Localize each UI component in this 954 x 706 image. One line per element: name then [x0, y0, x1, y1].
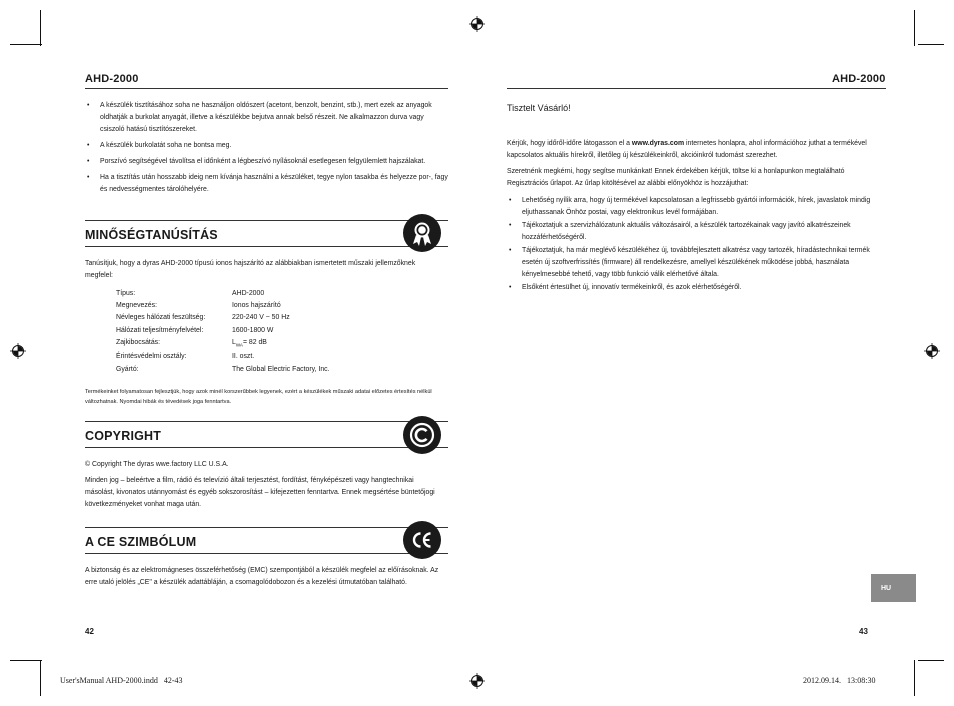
header-model-right: AHD-2000 [832, 73, 886, 85]
noise-symbol: L [232, 338, 236, 346]
section-rule [85, 246, 448, 247]
spec-label: Megnevezés: [116, 302, 157, 310]
copyright-icon [403, 416, 441, 454]
list-item: • Porszívó segítségével távolítsa el időnként a légbeszívó nyílásoknál esetlegesen felgyülemlett hajszálakat. [85, 156, 450, 168]
table-row [116, 312, 330, 324]
list-item: • Ha a tisztítás után hosszabb ideig nem kívánja használni a készüléket, tegye nylon tasakba és helyezze por-, fagy és nedvességmentes tárolóhelyére. [85, 172, 450, 196]
spec-label: Típus: [116, 290, 136, 297]
crop-mark [914, 660, 915, 696]
ce-mark-icon [403, 521, 441, 559]
copyright-paragraph: Minden jog – beleértve a film, rádió és televízió általi terjesztést, fordítást, fényképészeti vagy hangtechnikai másolást, kivonatos utánnyomást és egyéb sokszorosítást – kifejezetten fenntartva. Ennek megsértése büntetőjogi következményeket vonhat maga után. [85, 477, 435, 508]
registration-mark-icon [469, 16, 485, 32]
table-row [116, 325, 330, 337]
list-item: • Tájékoztatjuk a szervizhálózatunk aktuális változásairól, a készülék tartozékainak vagy javító alkatrészeinek hozzáférhetőségéről. [507, 220, 887, 244]
table-row [116, 288, 330, 300]
crop-mark [918, 660, 944, 661]
section-rule [85, 220, 448, 221]
registration-mark-icon [924, 343, 940, 359]
spec-label: Zajkibocsátás: [116, 338, 161, 346]
section-rule [85, 421, 448, 422]
slug-filename: User'sManual AHD-2000.indd 42-43 [60, 676, 183, 685]
crop-mark [918, 44, 944, 45]
section-rule [85, 527, 448, 528]
language-tab: HU [871, 574, 916, 602]
intro-text: Kérjük, hogy időről-időre látogasson el a [507, 140, 632, 147]
noise-subscript: WA [235, 342, 243, 348]
spec-value: AHD-2000 [232, 290, 265, 297]
header-model-left: AHD-2000 [85, 73, 139, 85]
crop-mark [10, 44, 42, 45]
copyright-line: © Copyright The dyras wwe.factory LLC U.S.A. [85, 461, 229, 468]
list-item: • Lehetőség nyílik arra, hogy új termékével kapcsolatosan a legfrissebb gyártói információk, hírek, javaslatok mindig eljuthassanak Önhöz postai, vagy elektronikus levél formájában. [507, 195, 887, 219]
spec-value: II. oszt. [232, 353, 255, 361]
spec-value: 1600-1800 W [232, 326, 274, 334]
website-link[interactable]: www.dyras.com [631, 140, 685, 147]
section-rule [85, 447, 448, 448]
page-number-left: 42 [85, 627, 94, 636]
spec-value: 220-240 V ~ 50 Hz [232, 314, 290, 322]
ce-paragraph: A biztonság és az elektromágneses összeférhetőség (EMC) szempontjából a készülék megfelel az előírásoknak. Az erre utaló jelölés „CE" a készülék adattábláján, a csomagolódobozon és a kezelési útmutatóban található. [85, 567, 439, 586]
registration-paragraph: Szeretnénk megkérni, hogy segítse munkánkat! Ennek érdekében kérjük, töltse ki a honlapunkon megtalálható Regisztrációs űrlapot. Az űrlap kitöltésével az alábbi előnyökhöz is hozzájuthat: [507, 168, 845, 187]
slug-timestamp: 2012.09.14. 13:08:30 [803, 676, 876, 685]
header-rule-right [507, 88, 886, 89]
crop-mark [914, 10, 915, 46]
registration-mark-icon [10, 343, 26, 359]
table-row [116, 337, 330, 352]
table-row [116, 364, 330, 376]
registration-mark-icon [469, 673, 485, 689]
list-item: • A készülék tisztításához soha ne használjon oldószert (acetont, benzolt, benzint, stb.), mert ezek az anyagok oldhatják a burkolat anyagát, illetve a készülékbe bejutva annak belső részeit. Ne alkalmazzon durva vagy csiszoló hatású tisztítószereket. [85, 100, 450, 136]
list-item: • Tájékoztatjuk, ha már meglévő készülékéhez új, továbbfejlesztett alkatrész vagy tartozék, híradástechnikai termék esetén új szoftverfrissítés (firmware) áll rendelkezésre, amellyel készülékének működése jobbá, használata kényelmesebbé tehető, vagy több funkció válik elérhetővé általa. [507, 245, 887, 281]
crop-mark [40, 10, 41, 46]
page-number-right: 43 [859, 627, 868, 636]
list-item: • A készülék burkolatát soha ne bontsa meg. [85, 140, 450, 152]
crop-mark [40, 660, 41, 696]
spec-table [116, 288, 330, 376]
spec-value: The Global Electric Factory, Inc. [232, 365, 330, 373]
section-rule [85, 553, 448, 554]
quality-section-title: MINŐSÉGTANÚSÍTÁS [85, 228, 218, 242]
spec-label: Gyártó: [116, 365, 139, 373]
list-item: • Elsőként értesülhet új, innovatív termékeinkről, és azok elérhetőségéről. [507, 282, 887, 294]
ce-section-title: A CE SZIMBÓLUM [85, 535, 197, 549]
quality-note: Termékeinket folyamatosan fejlesztjük, hogy azok minél korszerűbbek legyenek, ezért a készülékek műszaki adatai előzetes értesítés nélkül változhatnak. Nyomdai hibák és tévedések joga fenntartva. [85, 389, 432, 405]
intro-paragraph [507, 138, 885, 162]
noise-value: = 82 dB [242, 338, 267, 346]
greeting: Tisztelt Vásárló! [507, 103, 571, 113]
benefit-bullet-list [507, 195, 887, 295]
table-row [116, 300, 330, 312]
award-rosette-icon [403, 214, 441, 252]
spec-label: Hálózati teljesítményfelvétel: [116, 326, 204, 334]
header-rule-left [85, 88, 448, 89]
spec-label: Érintésvédelmi osztály: [116, 353, 187, 361]
intro-text: internetes honlapra, ahol információhoz juthat a termékével kapcsolatos aktuális hírekről, illetőleg új készülékeinkről, akcióinkról tudomást szerezhet. [507, 140, 867, 159]
crop-mark [10, 660, 42, 661]
table-row [116, 351, 330, 363]
cleaning-bullet-list [85, 100, 450, 200]
spec-value: Ionos hajszárító [232, 302, 281, 310]
spec-label: Névleges hálózati feszültség: [116, 314, 206, 322]
quality-intro: Tanúsítjuk, hogy a dyras AHD-2000 típusú ionos hajszárító az alábbiakban ismertetett műszaki jellemzőknek megfelel: [85, 260, 416, 279]
spec-value [232, 337, 330, 352]
copyright-section-title: COPYRIGHT [85, 429, 162, 443]
